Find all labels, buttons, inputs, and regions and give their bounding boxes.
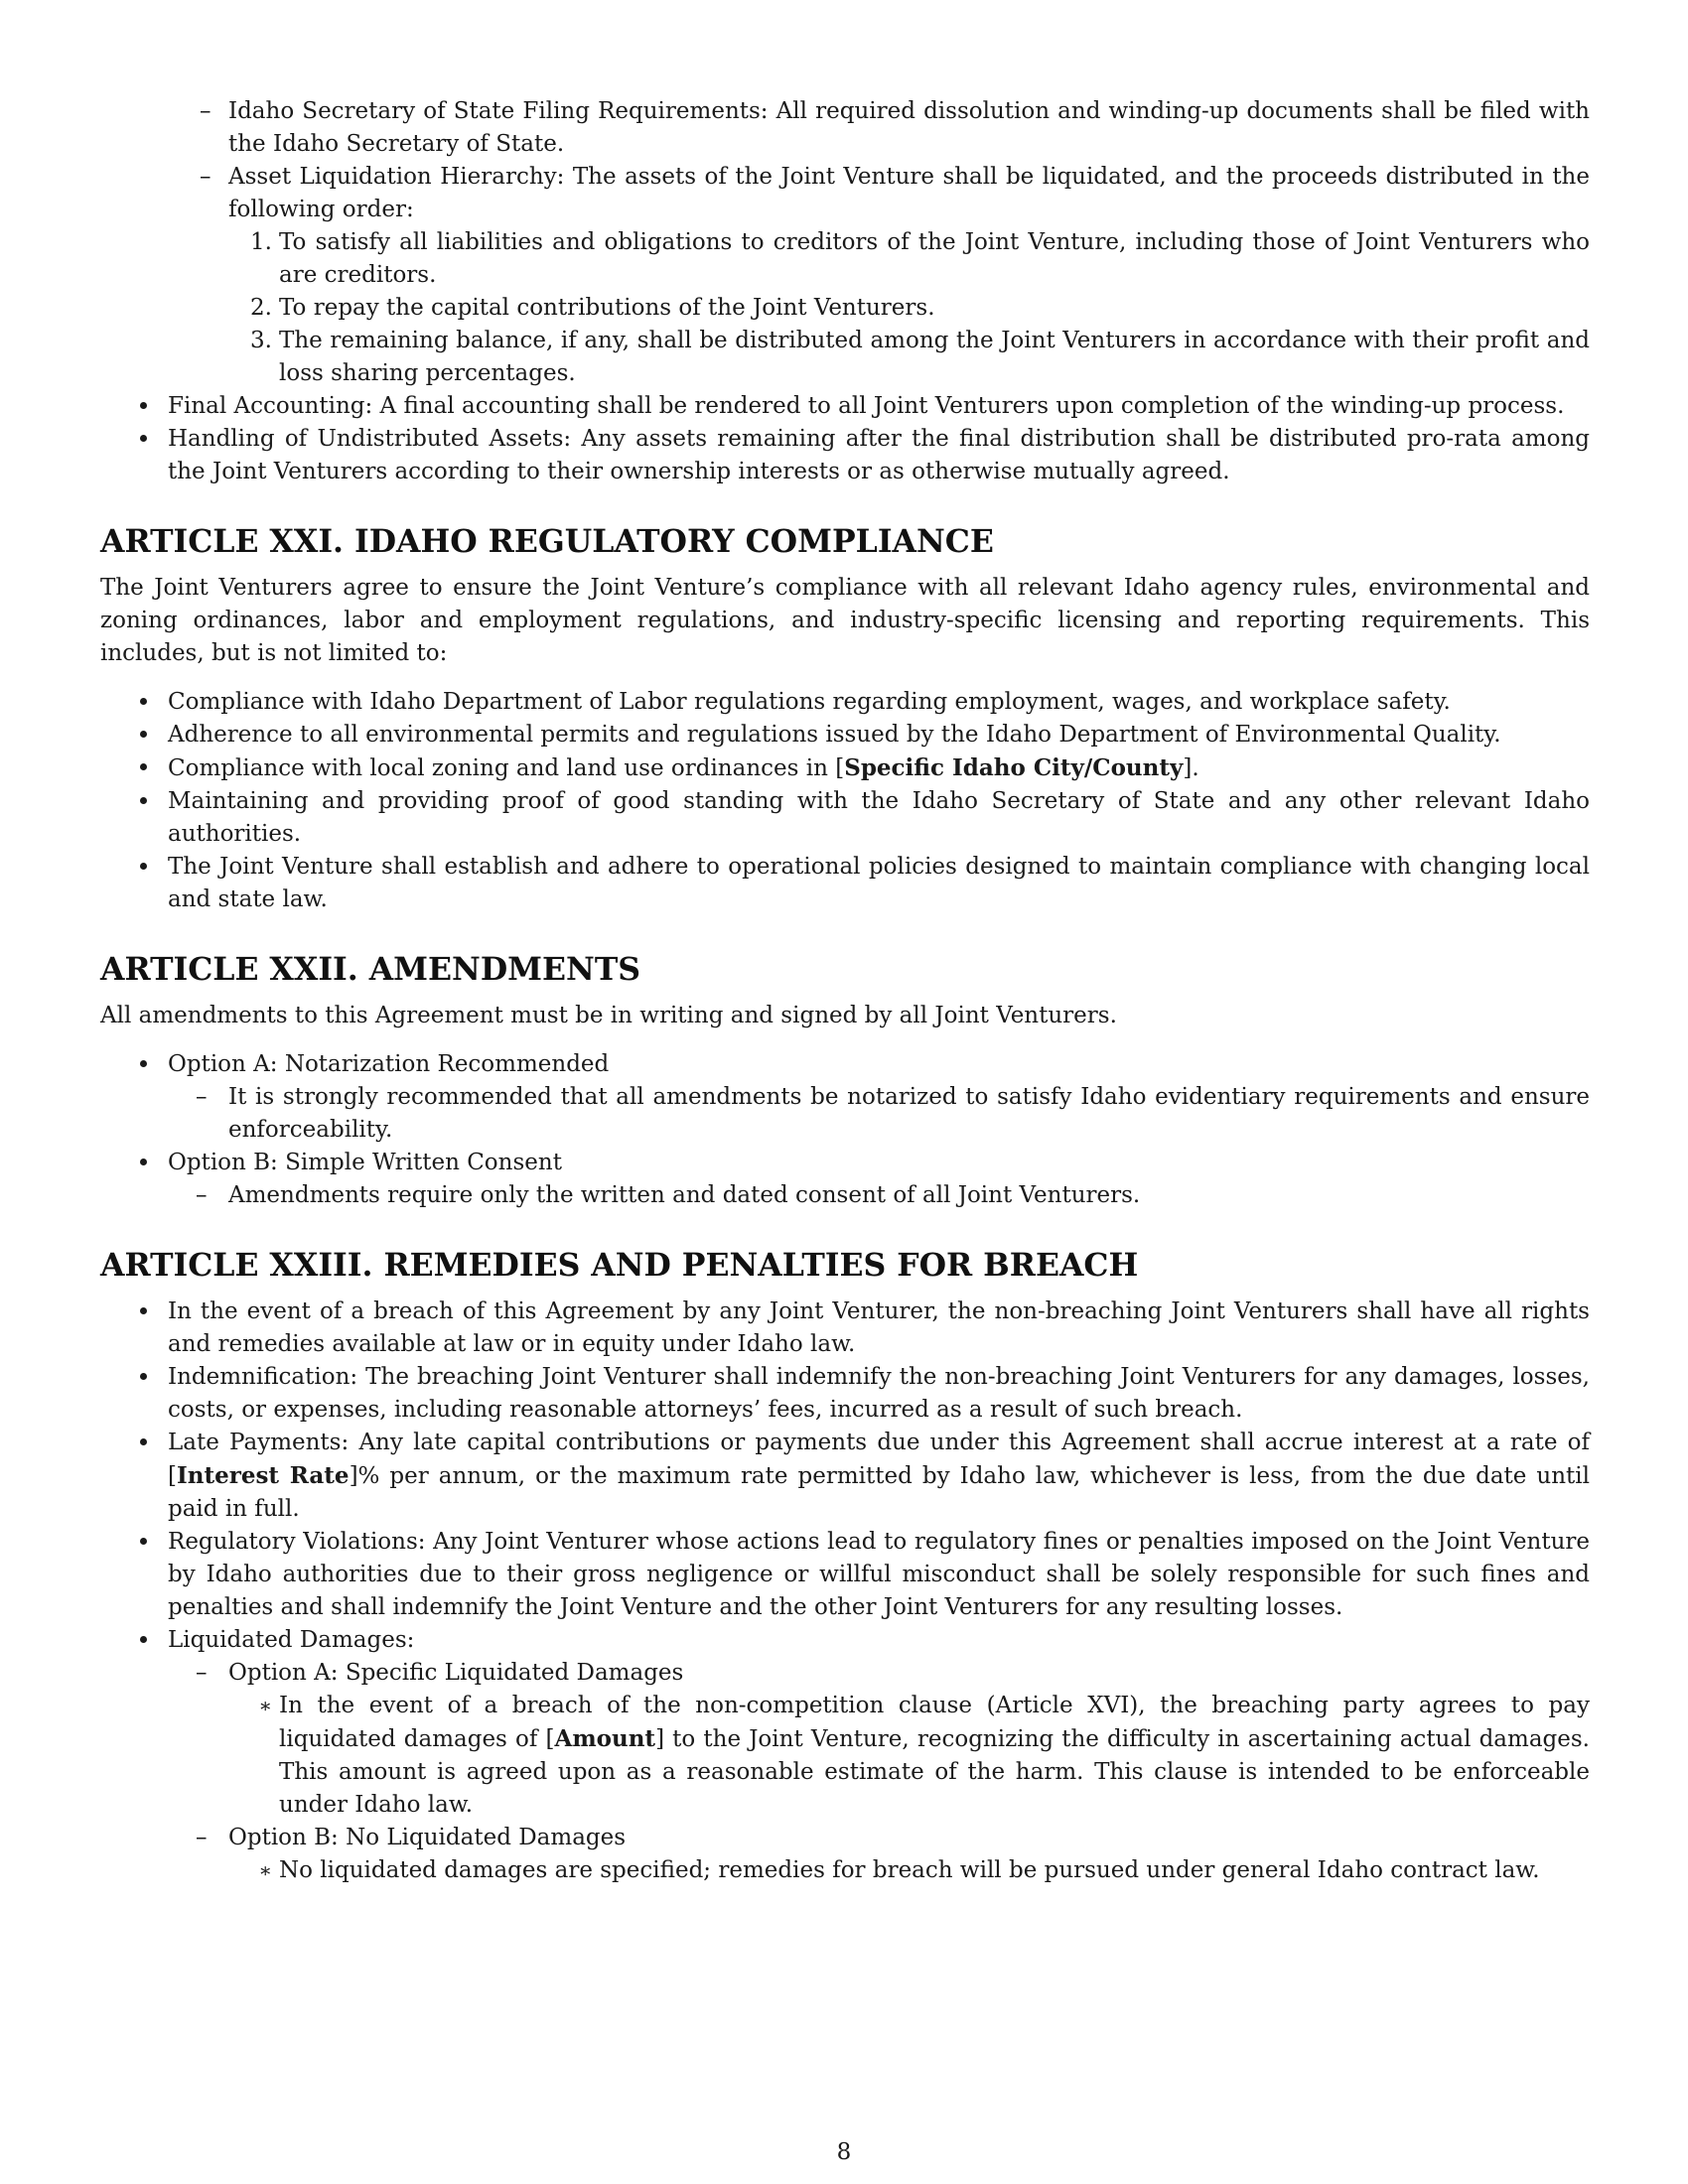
dash-marker: – — [196, 1182, 208, 1208]
list-item: Indemnification: The breaching Joint Venturer shall indemnify the non-breaching Joint Venturers for any damages, losses, costs, or expenses, including reasonable attorneys’ fees, incurred as a result of such breach. — [100, 1361, 1590, 1427]
list-item: – Amendments require only the written and dated consent of all Joint Venturers. — [168, 1179, 1590, 1212]
article-22-list — [100, 1048, 1590, 1212]
document-page — [100, 95, 1590, 1887]
bullet-icon — [140, 1060, 147, 1067]
bullet-icon — [140, 698, 147, 705]
list-item: 3. The remaining balance, if any, shall be distributed among the Joint Venturers in accordance with their profit and loss sharing percentages. — [250, 328, 1590, 386]
list-item: Late Payments: Any late capital contributions or payments due under this Agreement shall accrue interest at a rate of [Interest Rate]% per annum, or the maximum rate permitted by Idaho law, whichever is less, from the due date until paid in full. — [100, 1427, 1590, 1526]
bullet-icon — [140, 1538, 147, 1545]
dash-marker: – — [196, 1660, 208, 1686]
bullet-icon — [140, 1373, 147, 1380]
dissolution-sublist — [200, 95, 1590, 226]
bullet-icon — [140, 402, 147, 409]
list-item: The Joint Venture shall establish and adhere to operational policies designed to maintain compliance with changing local and state law. — [100, 851, 1590, 916]
dash-marker: – — [196, 1084, 208, 1110]
list-item: – Idaho Secretary of State Filing Requirements: All required dissolution and winding-up documents shall be filed with the Idaho Secretary of State. — [228, 95, 1590, 161]
bullet-icon — [140, 435, 147, 442]
liquidation-order-list — [250, 226, 1590, 390]
dash-marker: – — [200, 164, 211, 190]
article-23-heading: ARTICLE XXIII. REMEDIES AND PENALTIES FOR BREACH — [100, 1247, 1139, 1284]
winding-up-bullets — [100, 390, 1590, 488]
list-item: In the event of a breach of this Agreement by any Joint Venturer, the non-breaching Joint Venturers shall have all rights and remedies available at law or in equity under Idaho law. — [100, 1296, 1590, 1361]
bullet-icon — [140, 863, 147, 870]
list-item: 2. To repay the capital contributions of the Joint Venturers. — [250, 295, 935, 321]
list-item: – Asset Liquidation Hierarchy: The assets of the Joint Venture shall be liquidated, and the proceeds distributed in the following order: — [228, 161, 1590, 226]
bullet-icon — [140, 1159, 147, 1165]
list-item: Final Accounting: A final accounting shall be rendered to all Joint Venturers upon completion of the winding-up process. — [100, 390, 1590, 423]
list-item: 1. To satisfy all liabilities and obligations to creditors of the Joint Venture, including those of Joint Venturers who are creditors. — [250, 229, 1590, 288]
list-item: – Option B: No Liquidated Damages ∗ No liquidated damages are specified; remedies for breach will be pursued under general Idaho contract law. — [168, 1822, 1590, 1887]
page-number: 8 — [836, 2139, 852, 2165]
list-item: ∗ In the event of a breach of the non-competition clause (Article XVI), the breaching party agrees to pay liquidated damages of [Amount] to the Joint Venture, recognizing the difficulty in ascertaining actual damages. This amount is agreed upon as a reasonable estimate of the harm. This clause is intended to be enforceable under Idaho law. — [228, 1690, 1590, 1822]
bullet-icon — [140, 1307, 147, 1314]
list-item: Adherence to all environmental permits and regulations issued by the Idaho Department of Environmental Quality. — [100, 719, 1590, 751]
list-item: Liquidated Damages: – Option A: Specific Liquidated Damages ∗ In the event of a breach of the non-competition clause (Article XVI), the breaching party agrees to pay liquidated damages of [Amount] to the Joint Venture, recognizing the difficulty in ascertaining actual damages. This amount is agreed upon as a reasonable estimate of the harm. This clause is intended to be enforceable under Idaho law. – Option B: No Liquidated Damages ∗ No liquidated damages are specified; remedies for breach will be pursued under general Idaho contract law. — [100, 1624, 1590, 1887]
bullet-icon — [140, 1636, 147, 1643]
bullet-icon — [140, 1438, 147, 1445]
dash-marker: – — [196, 1825, 208, 1850]
article-23-list — [100, 1296, 1590, 1887]
list-item: Handling of Undistributed Assets: Any assets remaining after the final distribution shall be distributed pro-rata among the Joint Venturers according to their ownership interests or as otherwise mutually agreed. — [100, 423, 1590, 488]
bullet-icon — [140, 763, 147, 770]
placeholder-amount: Amount — [554, 1725, 656, 1752]
article-21-intro: The Joint Venturers agree to ensure the Joint Venture’s compliance with all relevant Idaho agency rules, environmental and zoning ordinances, labor and employment regulations, and industry-specific licensing and reporting requirements. This includes, but is not limited to: — [100, 575, 1590, 666]
placeholder-interest-rate: Interest Rate — [176, 1462, 350, 1489]
list-item: – Option A: Specific Liquidated Damages ∗ In the event of a breach of the non-competition clause (Article XVI), the breaching party agrees to pay liquidated damages of [Amount] to the Joint Venture, recognizing the difficulty in ascertaining actual damages. This amount is agreed upon as a reasonable estimate of the harm. This clause is intended to be enforceable under Idaho law. — [168, 1657, 1590, 1822]
list-item: – It is strongly recommended that all amendments be notarized to satisfy Idaho evidentiary requirements and ensure enforceability. — [168, 1081, 1590, 1147]
list-item: Compliance with local zoning and land use ordinances in [Specific Idaho City/County]. — [100, 751, 1590, 785]
bullet-icon — [140, 797, 147, 804]
star-marker: ∗ — [258, 1858, 272, 1882]
bullet-icon — [140, 731, 147, 738]
star-marker: ∗ — [258, 1694, 272, 1717]
list-item: Maintaining and providing proof of good standing with the Idaho Secretary of State and any other relevant Idaho authorities. — [100, 785, 1590, 851]
dash-marker: – — [200, 98, 211, 124]
list-item: Option B: Simple Written Consent – Amendments require only the written and dated consent of all Joint Venturers. — [100, 1147, 1590, 1212]
list-item: Compliance with Idaho Department of Labor regulations regarding employment, wages, and workplace safety. — [100, 686, 1590, 719]
list-item: Option A: Notarization Recommended – It is strongly recommended that all amendments be notarized to satisfy Idaho evidentiary requirements and ensure enforceability. — [100, 1048, 1590, 1147]
article-21-heading: ARTICLE XXI. IDAHO REGULATORY COMPLIANCE — [100, 523, 994, 560]
placeholder-city-county: Specific Idaho City/County — [844, 754, 1184, 781]
list-item: ∗ No liquidated damages are specified; remedies for breach will be pursued under general Idaho contract law. — [228, 1854, 1590, 1887]
article-22-intro: All amendments to this Agreement must be in writing and signed by all Joint Venturers. — [100, 1003, 1117, 1028]
list-item: Regulatory Violations: Any Joint Venturer whose actions lead to regulatory fines or penalties imposed on the Joint Venture by Idaho authorities due to their gross negligence or willful misconduct shall be solely responsible for such fines and penalties and shall indemnify the Joint Venture and the other Joint Venturers for any resulting losses. — [100, 1526, 1590, 1624]
article-22-heading: ARTICLE XXII. AMENDMENTS — [100, 951, 641, 988]
article-21-list — [100, 686, 1590, 916]
